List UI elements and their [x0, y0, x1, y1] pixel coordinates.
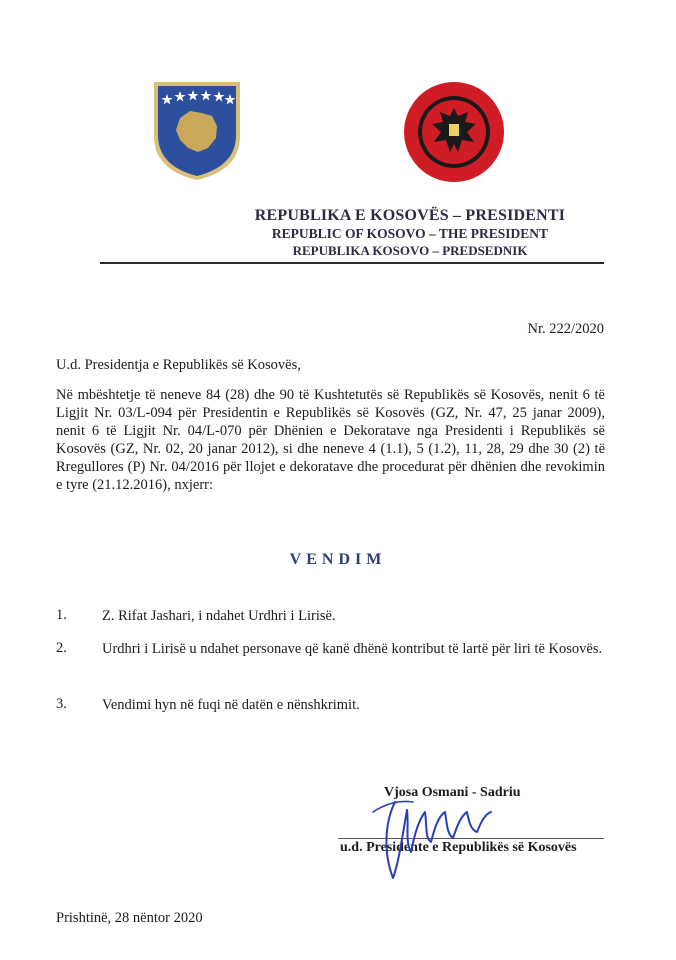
signatory-title: u.d. Presidente e Republikës së Kosovës: [340, 840, 577, 855]
presidential-seal-icon: [402, 80, 506, 184]
place-and-date: Prishtinë, 28 nëntor 2020: [56, 910, 203, 926]
decision-title: VENDIM: [289, 551, 387, 568]
legal-basis-paragraph: Në mbështetje të neneve 84 (28) dhe 90 të Kushtetutës së Republikës së Kosovës, nenit 6 të Ligjit Nr. 03/L-094 për Presidentin e Republikës së Kosovës (GZ, Nr. 47, 25 janar 2009), nenit 6 të Ligjit Nr. 04/L-070 për Dhënien e Dekoratave nga Presidenti i Republikës së Kosovës (GZ, Nr. 02, 20 janar 2012), si dhe neneve 4 (1.1), 5 (1.2), 11, 28, 29 dhe 30 (2) të Rregullores (P) Nr. 04/2016 për llojet e dekoratave dhe procedurat për dhënien dhe revokimin e tyre (21.12.2016), nxjerr:: [56, 387, 605, 493]
item-number: 3.: [56, 696, 67, 712]
header-line-albanian: REPUBLIKA E KOSOVËS – PRESIDENTI: [254, 207, 566, 224]
handwritten-signature-icon: [355, 782, 515, 888]
item-text: Vendimi hyn në fuqi në datën e nënshkrimit.: [102, 697, 360, 713]
addressee: U.d. Presidentja e Republikës së Kosovës,: [56, 357, 301, 373]
item-number: 1.: [56, 607, 67, 623]
item-text: Z. Rifat Jashari, i ndahet Urdhri i Lirisë.: [102, 608, 336, 624]
header-line-english: REPUBLIC OF KOSOVO – THE PRESIDENT: [271, 226, 549, 241]
item-number: 2.: [56, 640, 67, 656]
kosovo-coat-of-arms-icon: [150, 78, 244, 182]
header-line-serbian: REPUBLIKA KOSOVO – PREDSEDNIK: [292, 243, 528, 258]
item-text: Urdhri i Lirisë u ndahet personave që kanë dhënë kontribut të lartë për liri të Kosovës.: [102, 641, 603, 657]
header-divider: [100, 262, 604, 264]
signatory-name: Vjosa Osmani - Sadriu: [384, 785, 521, 800]
document-number: Nr. 222/2020: [527, 321, 604, 337]
